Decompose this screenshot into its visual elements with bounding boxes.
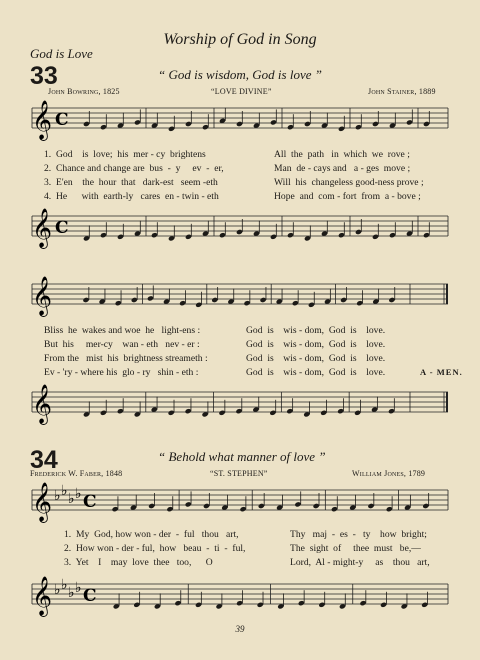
lyrics-verse-1-end: All the path in which we rove ; <box>274 149 410 160</box>
page-number: 39 <box>235 624 245 634</box>
lyrics-verse-3: 3. E'en the hour that dark-est seem -eth <box>44 177 218 188</box>
svg-text:C: C <box>83 492 97 512</box>
lyrics-verse-1-end: God is wis - dom, God is love. <box>246 325 386 336</box>
svg-text:C: C <box>83 586 97 606</box>
lyrics-verse-3-end: God is wis - dom, God is love. <box>246 353 386 364</box>
lyrics-verse-1: Bliss he wakes and woe he light-ens : <box>44 325 201 336</box>
flat-icon: ♭ <box>68 585 75 601</box>
lyrics-verse-1-end: Thy maj - es - ty how bright; <box>290 529 427 540</box>
hymn-title: “ Behold what manner of love ” <box>158 449 326 464</box>
hymn-title: “ God is wisdom, God is love ” <box>158 67 322 82</box>
lyrics-verse-3: From the mist his brightness streameth : <box>44 353 208 364</box>
hymn-number: 33 <box>30 62 58 90</box>
flat-icon: ♭ <box>75 580 82 596</box>
page-header: Worship of God in Song <box>163 31 317 48</box>
amen-label: A - MEN. <box>420 367 463 377</box>
lyrics-verse-2-end: The sight of thee must be,— <box>290 543 421 554</box>
music-staff-bass <box>30 208 450 252</box>
flat-icon: ♭ <box>54 488 61 504</box>
section-title: God is Love <box>30 46 93 61</box>
treble-clef-icon: 𝄞 <box>32 276 53 316</box>
svg-text:C: C <box>55 218 69 238</box>
music-staff-bass <box>30 576 450 620</box>
lyrics-verse-2-end: Man de - cays and a - ges move ; <box>274 163 411 174</box>
flat-icon: ♭ <box>61 483 68 499</box>
hymn-number: 34 <box>30 446 58 474</box>
lyrics-verse-4: 4. He with earth-ly cares en - twin - eth <box>44 191 219 202</box>
hymn-tune: “LOVE DIVINE” <box>211 87 272 96</box>
lyrics-verse-2: 2. How won - der - ful, how beau - ti - ful, <box>64 543 246 554</box>
hymn-composer: William Jones, 1789 <box>352 469 426 478</box>
lyrics-verse-2: But his mer-cy wan - eth nev - er : <box>44 339 200 350</box>
lyrics-verse-2: 2. Chance and change are bus - y ev - er, <box>44 163 224 174</box>
hymn-composer: John Stainer, 1889 <box>368 87 436 96</box>
lyrics-verse-4-end: God is wis - dom, God is love. <box>246 367 386 378</box>
lyrics-verse-4: Ev - 'ry - where his glo - ry shin - eth : <box>44 367 199 378</box>
hymn-tune: “ST. STEPHEN” <box>210 469 268 478</box>
treble-clef-icon: 𝄞 <box>32 576 53 616</box>
lyrics-verse-2-end: God is wis - dom, God is love. <box>246 339 386 350</box>
treble-clef-icon: 𝄞 <box>32 482 53 522</box>
treble-clef-icon: 𝄞 <box>32 384 53 424</box>
flat-icon: ♭ <box>54 582 61 598</box>
music-staff-treble <box>30 276 450 320</box>
music-staff-treble <box>30 100 450 144</box>
hymn-author: Frederick W. Faber, 1848 <box>30 469 123 478</box>
lyrics-verse-1: 1. My God, how won - der - ful thou art, <box>64 529 239 540</box>
flat-icon: ♭ <box>68 491 75 507</box>
flat-icon: ♭ <box>61 577 68 593</box>
lyrics-verse-4-end: Hope and com - fort from a - bove ; <box>274 191 421 202</box>
treble-clef-icon: 𝄞 <box>32 100 53 140</box>
treble-clef-icon: 𝄞 <box>32 208 53 248</box>
svg-text:C: C <box>55 110 69 130</box>
music-staff-treble <box>30 482 450 526</box>
hymn-author: John Bowring, 1825 <box>48 87 120 96</box>
lyrics-verse-3: 3. Yet I may love thee too, O <box>64 557 213 568</box>
music-staff-bass <box>30 384 450 428</box>
lyrics-verse-1: 1. God is love; his mer - cy brightens <box>44 149 206 160</box>
flat-icon: ♭ <box>75 486 82 502</box>
lyrics-verse-3-end: Lord, Al - might-y as thou art, <box>290 557 430 568</box>
lyrics-verse-3-end: Will his changeless good-ness prove ; <box>274 177 424 188</box>
